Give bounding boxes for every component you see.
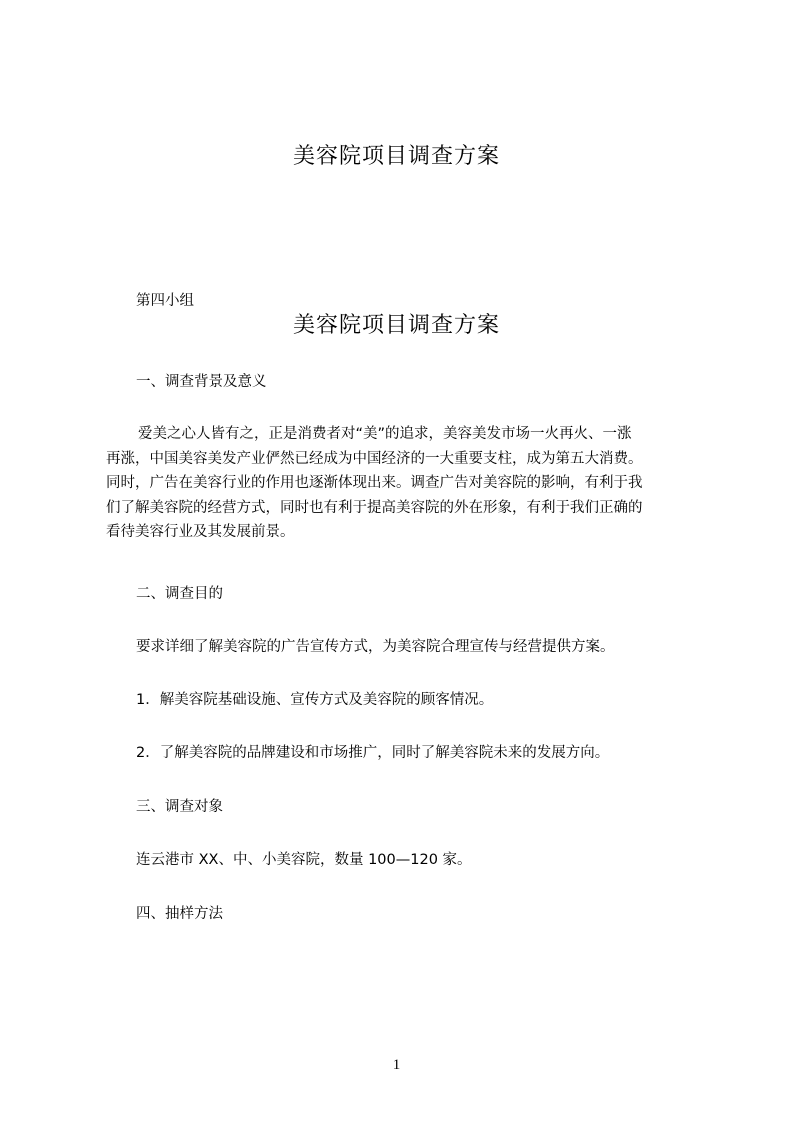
section-2-intro: 要求详细了解美容院的广告宣传方式，为美容院合理宣传与经营提供方案。 (136, 639, 615, 655)
group-label: 第四小组 (136, 293, 194, 309)
section-4-heading: 四、抽样方法 (136, 906, 223, 922)
paragraph-line: 再涨，中国美容美发产业俨然已经成为中国经济的一大重要支柱，成为第五大消费。 (106, 450, 643, 467)
section-3-heading: 三、调查对象 (136, 799, 223, 815)
paragraph-line: 爱美之心人皆有之，正是消费者对“美”的追求，美容美发市场一火再火、一涨 (138, 426, 632, 442)
section-1-heading: 一、调查背景及意义 (136, 374, 267, 390)
cover-title: 美容院项目调查方案 (292, 144, 500, 169)
section-3-text: 连云港市 XX、中、小美容院，数量 100—120 家。 (136, 852, 472, 868)
paragraph-line: 看待美容行业及其发展前景。 (106, 524, 295, 540)
document-title: 美容院项目调查方案 (292, 313, 500, 338)
page-number: 1 (392, 1057, 401, 1073)
section-2-heading: 二、调查目的 (136, 586, 223, 602)
section-2-item-2: 2．了解美容院的品牌建设和市场推广，同时了解美容院未来的发展方向。 (136, 745, 610, 761)
paragraph-line: 们了解美容院的经营方式，同时也有利于提高美容院的外在形象，有利于我们正确的 (106, 499, 643, 516)
section-2-item-1: 1．解美容院基础设施、宣传方式及美容院的顾客情况。 (136, 692, 494, 708)
section-1-paragraph (106, 422, 701, 545)
paragraph-line: 同时，广告在美容行业的作用也逐渐体现出来。调查广告对美容院的影响，有利于我 (106, 475, 643, 491)
